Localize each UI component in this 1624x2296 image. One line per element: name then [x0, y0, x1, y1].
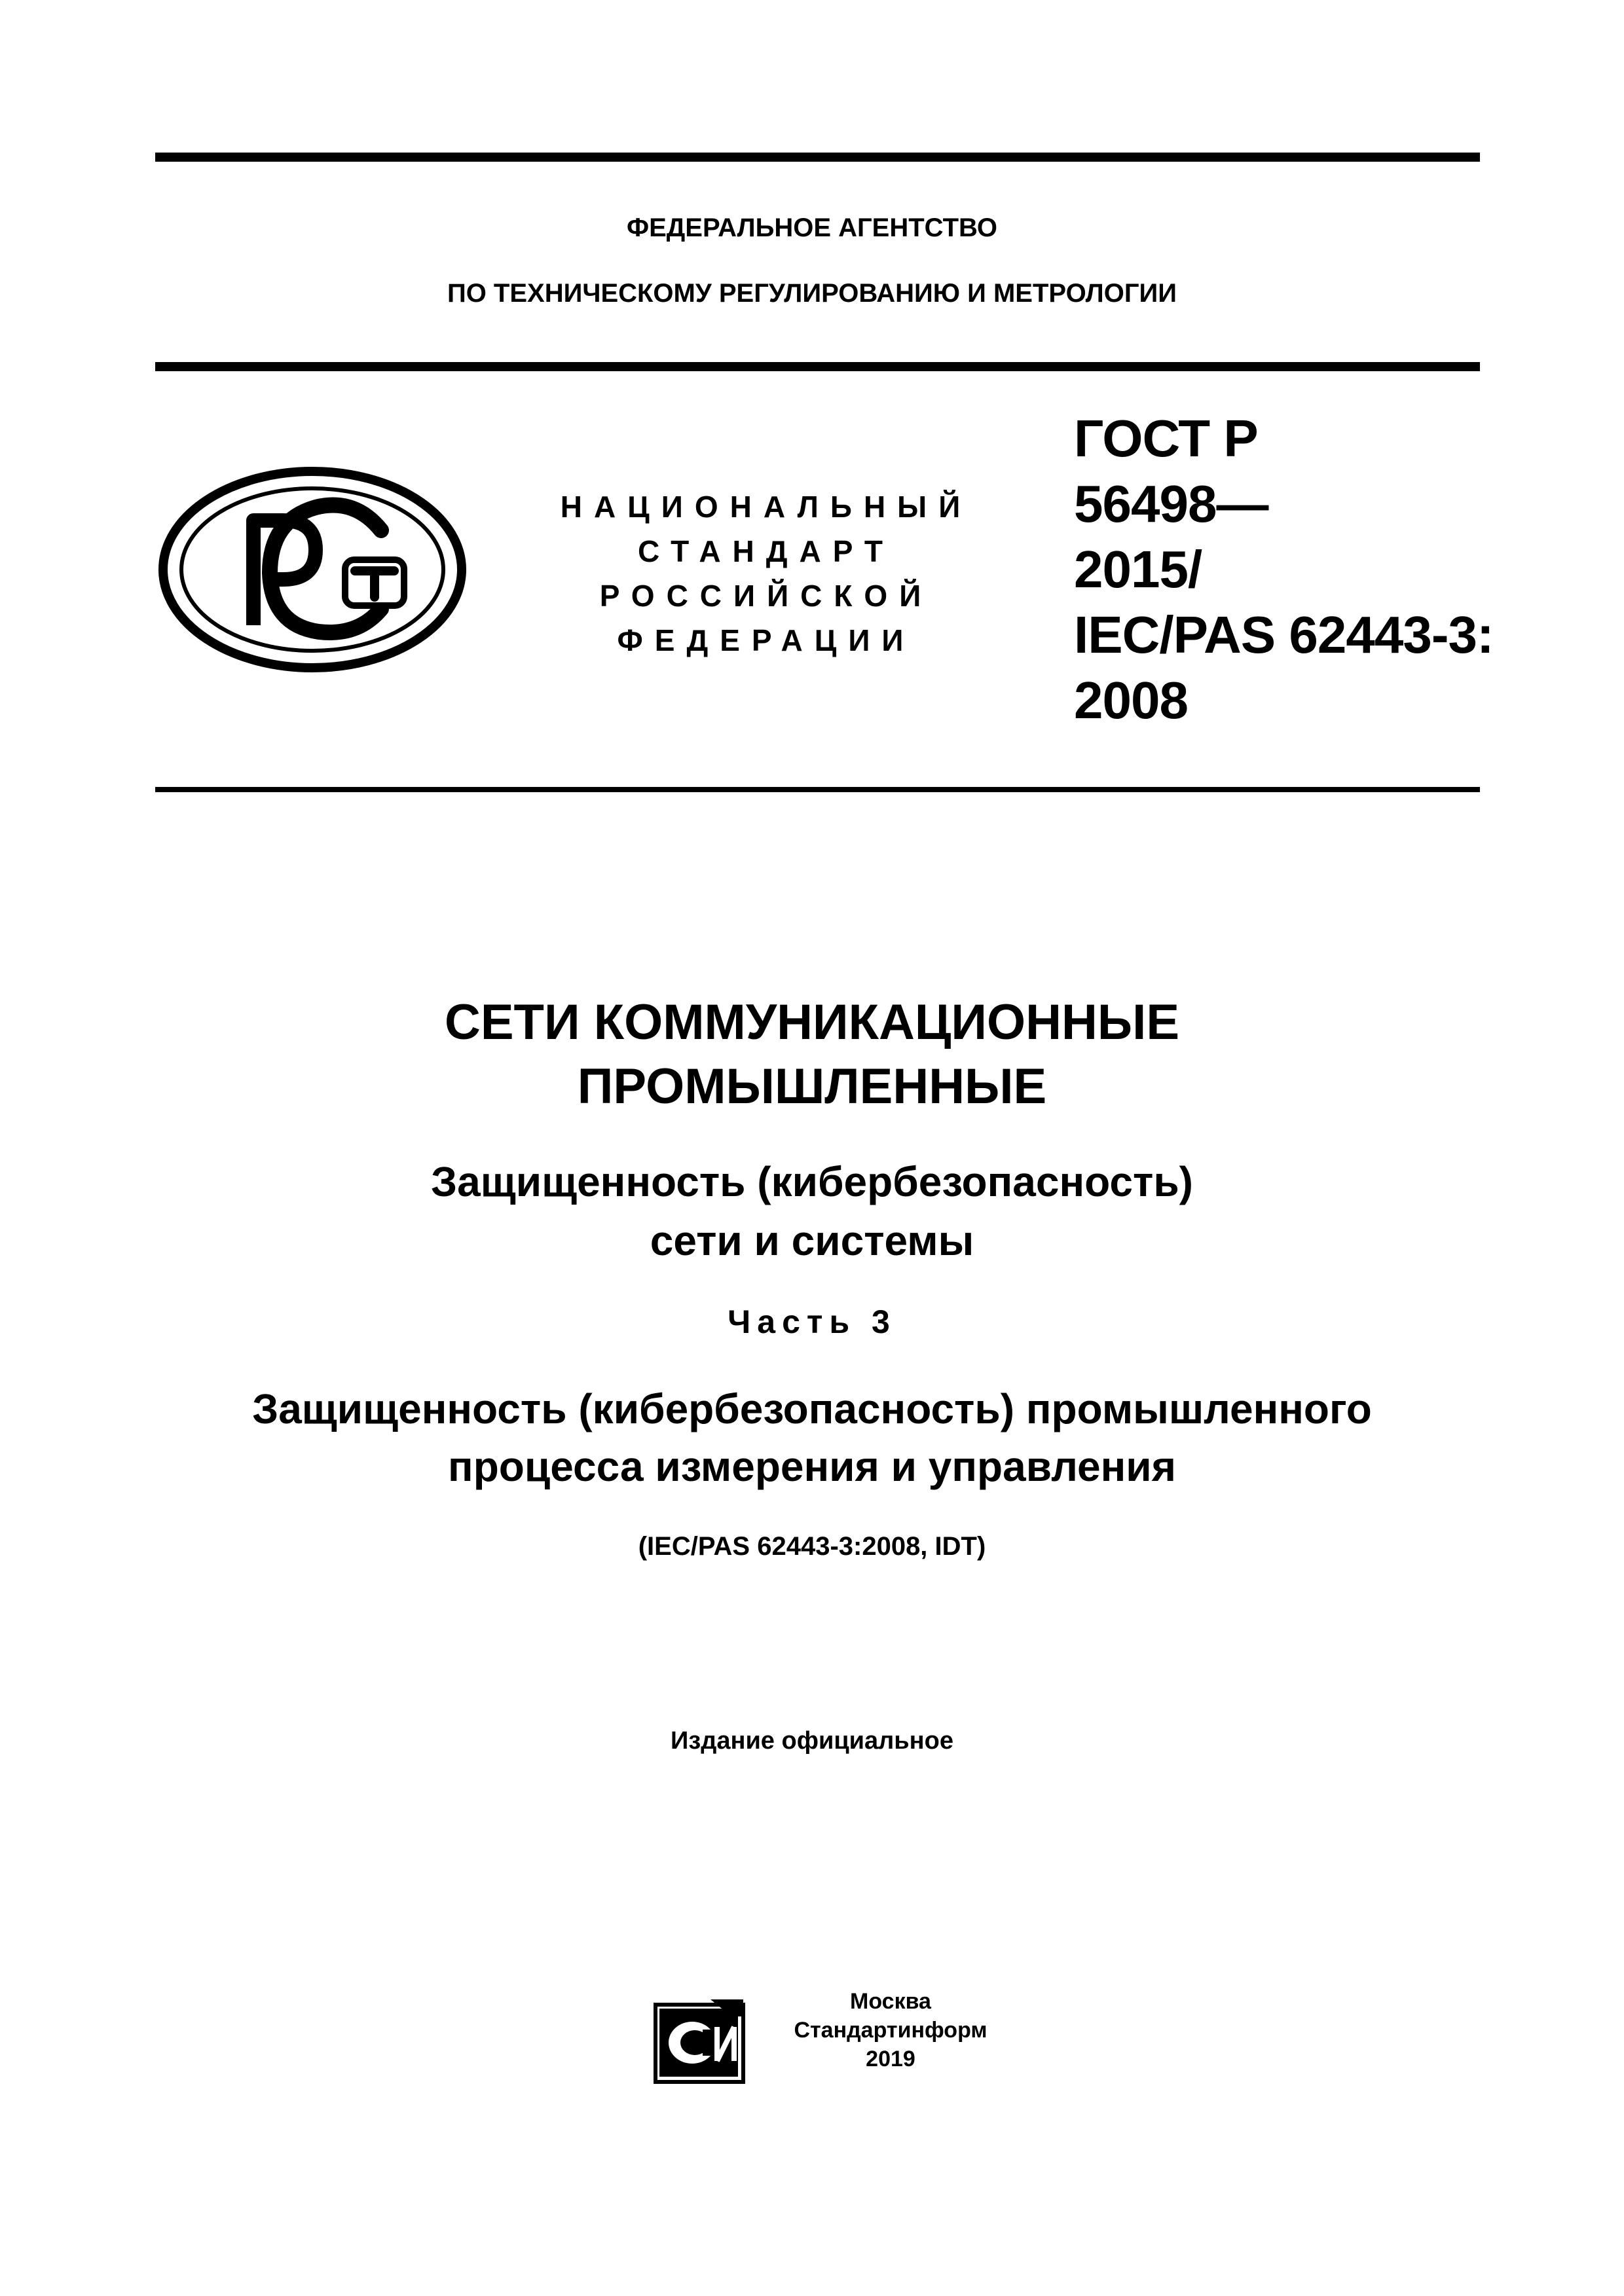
subtitle-line-1: Защищенность (кибербезопасность) — [431, 1158, 1193, 1205]
designation-line-1: ГОСТ Р — [1074, 409, 1258, 467]
header-rule — [155, 362, 1480, 371]
standartinform-logo-icon — [652, 1990, 750, 2085]
national-line-2: СТАНДАРТ — [638, 534, 895, 568]
top-rule — [155, 153, 1480, 162]
main-title-line-1: СЕТИ КОММУНИКАЦИОННЫЕ — [444, 994, 1180, 1050]
main-title-line-2: ПРОМЫШЛЕННЫЕ — [577, 1059, 1047, 1114]
designation-line-5: 2008 — [1074, 671, 1188, 729]
standard-rule — [155, 787, 1480, 792]
agency-line-1: ФЕДЕРАЛЬНОЕ АГЕНТСТВО — [626, 213, 998, 242]
part-title-line-1: Защищенность (кибербезопасность) промышленного — [252, 1385, 1372, 1432]
publisher-city: Москва — [850, 1989, 931, 2014]
publisher-block — [753, 1987, 1028, 2073]
national-line-1: НАЦИОНАЛЬНЫЙ — [560, 490, 972, 524]
publisher-year: 2019 — [866, 2047, 915, 2071]
national-line-4: ФЕДЕРАЦИИ — [617, 623, 915, 657]
national-line-3: РОССИЙСКОЙ — [599, 579, 933, 613]
national-standard-label — [544, 484, 989, 663]
rst-emblem-icon — [155, 458, 470, 681]
designation-line-2: 56498— — [1074, 475, 1268, 533]
part-label: Часть 3 — [728, 1303, 896, 1340]
idt-reference: (IEC/PAS 62443-3:2008, IDT) — [638, 1532, 986, 1561]
publisher-name: Стандартинформ — [794, 2018, 987, 2043]
designation-line-3: 2015/ — [1074, 540, 1202, 598]
edition-label: Издание официальное — [671, 1727, 953, 1755]
designation-line-4: IEC/PAS 62443-3: — [1074, 606, 1494, 664]
part-title-line-2: процесса измерения и управления — [448, 1443, 1176, 1490]
gost-designation — [1074, 406, 1494, 733]
agency-line-2: ПО ТЕХНИЧЕСКОМУ РЕГУЛИРОВАНИЮ И МЕТРОЛОГИИ — [447, 279, 1177, 308]
publisher-logo — [652, 1990, 750, 2085]
subtitle-line-2: сети и системы — [650, 1217, 974, 1264]
rst-emblem — [155, 458, 470, 681]
